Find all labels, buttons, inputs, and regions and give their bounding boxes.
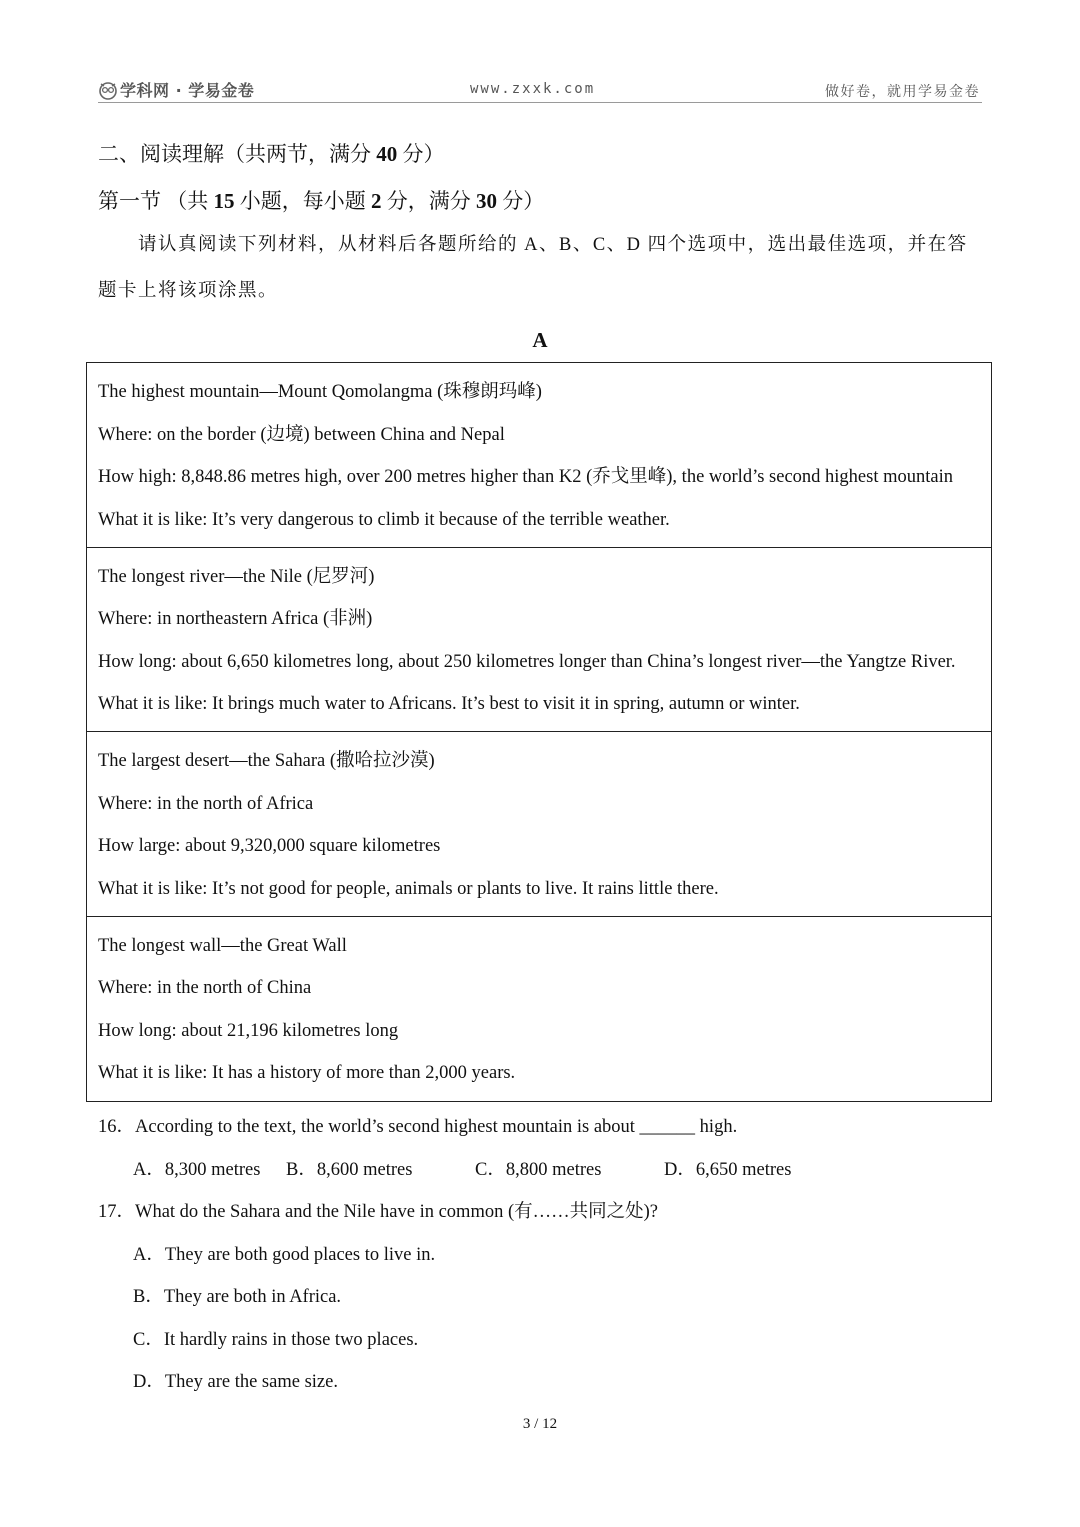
question-17-option-c: C．It hardly rains in those two places.: [133, 1330, 419, 1350]
page-header: [98, 76, 982, 103]
site-url: www.zxxk.com: [470, 81, 596, 97]
instruction-line-2: 题卡上将该项涂黑。: [98, 281, 279, 301]
subsection-title: 第一节 （共 15 小题，每小题 2 分，满分 30 分）: [98, 189, 545, 213]
row-like: What it is like: It’s very dangerous to climb it because of the terrible weather.: [98, 509, 670, 530]
question-16-option-c: C．8,800 metres: [475, 1160, 602, 1180]
table-row: [87, 732, 991, 917]
row-where: Where: in the north of Africa: [98, 793, 314, 814]
row-title: The longest river—the Nile (尼罗河): [98, 566, 375, 587]
question-17-option-d: D．They are the same size.: [133, 1372, 338, 1392]
brand-name: 学科网 · 学易金卷: [120, 81, 255, 100]
question-17-stem: 17．What do the Sahara and the Nile have in common (有……共同之处)?: [98, 1202, 658, 1222]
row-like: What it is like: It’s not good for people, animals or plants to live. It rains little there.: [98, 878, 719, 899]
row-like: What it is like: It has a history of more than 2,000 years.: [98, 1063, 516, 1084]
question-17-option-b: B．They are both in Africa.: [133, 1287, 342, 1307]
row-measure: How high: 8,848.86 metres high, over 200 metres higher than K2 (乔戈里峰), the world’s second highest mountain: [98, 467, 953, 488]
row-where: Where: on the border (边境) between China and Nepal: [98, 424, 505, 445]
header-slogan: 做好卷，就用学易金卷: [825, 84, 980, 100]
table-row: [87, 917, 991, 1102]
row-title: The highest mountain—Mount Qomolangma (珠穆朗玛峰): [98, 382, 542, 402]
question-17-option-a: A．They are both good places to live in.: [133, 1245, 436, 1265]
section-title: 二、阅读理解（共两节，满分 40 分）: [98, 142, 445, 166]
page-number: 3 / 12: [522, 1416, 558, 1432]
row-measure: How long: about 21,196 kilometres long: [98, 1020, 399, 1041]
table-row: [87, 363, 991, 548]
question-16-option-a: A．8,300 metres: [133, 1160, 261, 1180]
passage-table: [86, 362, 992, 1102]
row-measure: How large: about 9,320,000 square kilometres: [98, 836, 441, 857]
instruction-line-1: 请认真阅读下列材料，从材料后各题所给的 A、B、C、D 四个选项中，选出最佳选项，并在答: [138, 235, 968, 255]
row-title: The longest wall—the Great Wall: [98, 935, 347, 956]
passage-label: A: [532, 328, 548, 352]
question-16-option-b: B．8,600 metres: [286, 1160, 413, 1180]
row-measure: How long: about 6,650 kilometres long, about 250 kilometres longer than China’s longest river—the Yangtze River.: [98, 651, 956, 672]
row-where: Where: in northeastern Africa (非洲): [98, 609, 373, 630]
table-row: [87, 548, 991, 733]
owl-logo-icon: [98, 80, 118, 100]
question-16-stem: 16．According to the text, the world’s second highest mountain is about ______ high.: [98, 1117, 738, 1137]
row-like: What it is like: It brings much water to Africans. It’s best to visit it in spring, autumn or winter.: [98, 694, 800, 715]
question-16-option-d: D．6,650 metres: [664, 1160, 792, 1180]
row-title: The largest desert—the Sahara (撒哈拉沙漠): [98, 751, 435, 771]
row-where: Where: in the north of China: [98, 978, 312, 999]
brand-logo: [98, 78, 254, 101]
